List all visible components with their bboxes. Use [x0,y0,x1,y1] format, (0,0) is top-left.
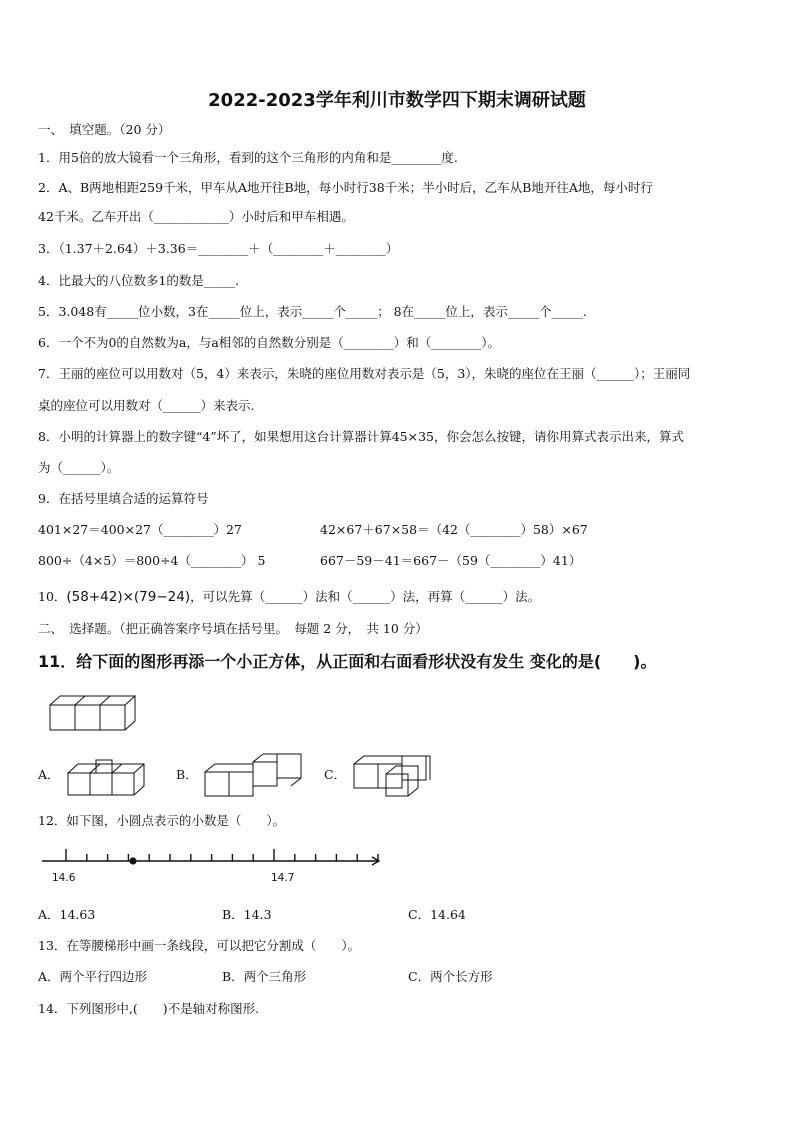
question-7-line1: 7．王丽的座位可以用数对（5，4）来表示，朱晓的座位用数对表示是（5，3），朱晓的座位在王丽（______）；王丽同 [38,366,691,381]
q12-number-line [42,848,387,884]
q13-option-b: B．两个三角形 [222,969,307,984]
section-2-heading: 二、 选择题。（把正确答案序号填在括号里。 每题 2 分， 共 10 分） [38,621,428,636]
question-6: 6．一个不为0的自然数为a，与a相邻的自然数分别是（________）和（________）。 [38,335,501,350]
q12-point-marker [129,857,136,864]
question-12: 12．如下图，小圆点表示的小数是（ ）。 [38,813,286,828]
question-5: 5．3.048有_____位小数，3在_____位上，表示_____个_____； 8在_____位上，表示_____个_____. [38,304,587,319]
q12-tick-label-2: 14.7 [271,872,295,884]
question-9-row2-right: 667－59－41＝667－（59（________）41） [320,553,582,568]
question-10-text: ，可以先算（______）法和（______）法，再算（______）法。 [190,589,541,604]
question-9-row1-left: 401×27＝400×27（________）27 [38,522,242,537]
q12-option-a: A．14.63 [38,907,96,922]
question-3: 3．（1.37＋2.64）＋3.36＝________＋（________＋________） [38,241,399,256]
q11-option-a-figure [68,758,148,798]
question-10-number: 10． [38,589,67,604]
q11-option-c-figure [354,754,434,800]
question-14: 14．下列图形中,( )不是轴对称图形. [38,1001,260,1016]
question-7-line2: 桌的座位可以用数对（______）来表示. [38,398,255,413]
question-13: 13．在等腰梯形中画一条线段，可以把它分割成（ ）。 [38,938,361,953]
question-10 [38,587,540,605]
q11-option-c-label: C． [324,767,347,782]
q13-option-a: A．两个平行四边形 [38,969,148,984]
question-4: 4．比最大的八位数多1的数是_____. [38,273,240,288]
q11-option-b-label: B． [176,767,198,782]
question-2-line1: 2．A、B两地相距259千米，甲车从A地开往B地，每小时行38千米；半小时后，乙车从B地开往A地，每小时行 [38,180,653,195]
page-title: 2022-2023学年利川市数学四下期末调研试题 [208,90,586,111]
question-9-row1-right: 42×67＋67×58＝（42（________）58）×67 [320,522,588,537]
question-1: 1．用5倍的放大镜看一个三角形，看到的这个三角形的内角和是________度. [38,150,458,165]
q11-option-b-figure [205,752,305,798]
question-8-line1: 8．小明的计算器上的数字键“4”坏了，如果想用这台计算器计算45×35，你会怎么按键，请你用算式表示出来，算式 [38,429,684,444]
question-9: 9．在括号里填合适的运算符号 [38,491,209,506]
q12-option-c: C．14.64 [408,907,466,922]
question-9-row2-left: 800÷（4×5）＝800÷4（________） 5 [38,553,266,568]
question-8-line2: 为（______）。 [38,460,120,475]
q11-main-figure [50,694,130,734]
question-2-line2: 42千米。乙车开出（____________）小时后和甲车相遇。 [38,209,354,224]
question-11: 11．给下面的图形再添一个小正方体，从正面和右面看形状没有发生 变化的是( )。 [38,652,657,671]
q13-option-c: C．两个长方形 [408,969,493,984]
q12-option-b: B．14.3 [222,907,272,922]
q11-option-a-label: A． [38,767,60,782]
question-10-expression: (58+42)×(79−24) [66,589,191,605]
q12-tick-label-1: 14.6 [52,872,76,884]
section-1-heading: 一、 填空题。（20 分） [38,122,171,137]
